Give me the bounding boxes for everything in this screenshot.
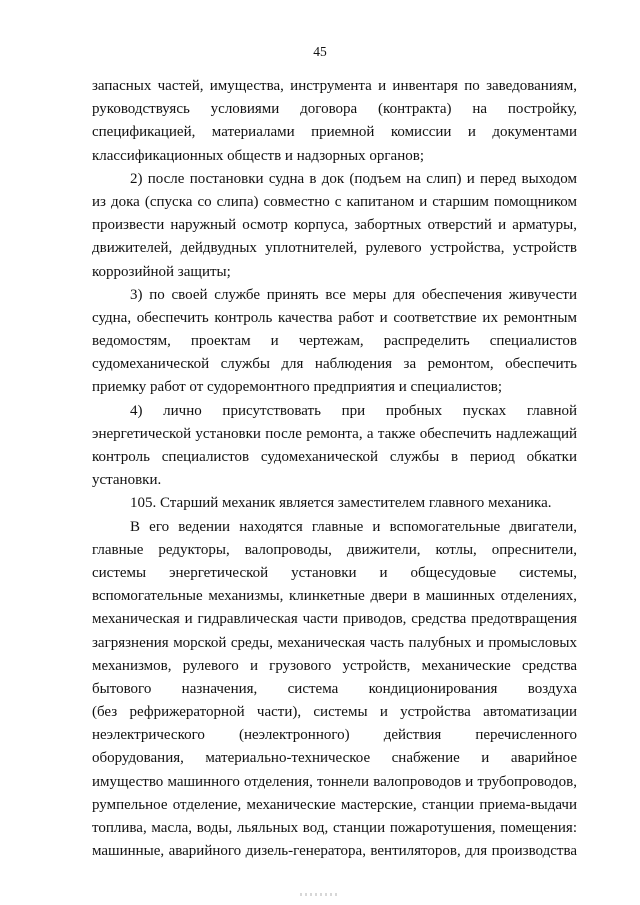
text-line: неэлектрического (неэлектронного) действия перечисленного (92, 727, 577, 744)
text-line: механическая и гидравлическая части приводов, средства предотвращения (92, 611, 577, 628)
body-text (92, 75, 577, 863)
text-line: установки. (92, 472, 162, 489)
text-line: руководствуясь условиями договора (контракта) на постройку, (92, 101, 577, 118)
text-line: В его ведении находятся главные и вспомогательные двигатели, (130, 518, 577, 535)
text-line: спецификацией, материалами приемной комиссии и документами (92, 124, 577, 141)
text-line: движителей, дейдвудных уплотнителей, рулевого устройства, устройств (92, 240, 577, 257)
text-line: 4) лично присутствовать при пробных пусках главной (130, 402, 577, 419)
text-line: энергетической установки после ремонта, а также обеспечить надлежащий (92, 425, 577, 442)
text-line: классификационных обществ и надзорных органов; (92, 147, 424, 164)
text-line: машинные, аварийного дизель-генератора, вентиляторов, для производства (92, 843, 577, 860)
text-line: имущество машинного отделения, тоннели валопроводов и трубопроводов, (92, 773, 577, 790)
text-line: ведомостям, проектам и чертежам, распределить специалистов (92, 333, 577, 350)
text-line: судомеханической службы для наблюдения за ремонтом, обеспечить (92, 356, 577, 373)
text-line: коррозийной защиты; (92, 263, 231, 280)
text-line: произвести наружный осмотр корпуса, забортных отверстий и арматуры, (92, 217, 577, 234)
text-line: контроль специалистов судомеханической службы в период обкатки (92, 449, 577, 465)
text-line: оборудования, материально-техническое снабжение и аварийное (92, 750, 577, 767)
text-line: запасных частей, имущества, инструмента и инвентаря по заведованиям, (92, 78, 577, 94)
text-line: бытового назначения, система кондиционирования воздуха (92, 680, 577, 697)
text-line: топлива, масла, воды, льяльных вод, станции пожаротушения, помещения: (92, 820, 577, 836)
text-line: 105. Старший механик является заместителем главного механика. (130, 495, 552, 512)
text-line: 3) по своей службе принять все меры для обеспечения живучести (130, 286, 577, 303)
text-line: румпельное отделение, механические мастерские, станции приема-выдачи (92, 796, 577, 813)
scan-artifact (300, 893, 340, 896)
text-line: (без рефрижераторной части), системы и устройства автоматизации (92, 704, 577, 721)
page-number: 45 (313, 44, 327, 59)
text-line: главные редукторы, валопроводы, движители, котлы, опреснители, (92, 541, 577, 558)
text-line: системы энергетической установки и общесудовые системы, (92, 564, 577, 581)
text-line: приемку работ от судоремонтного предприятия и специалистов; (92, 379, 503, 396)
text-line: загрязнения морской среды, механическая часть палубных и промысловых (92, 634, 577, 651)
text-line: 2) после постановки судна в док (подъем на слип) и перед выходом (130, 170, 577, 187)
text-line: вспомогательные механизмы, клинкетные двери в машинных отделениях, (92, 588, 577, 605)
text-line: из дока (спуска со слипа) совместно с капитаном и старшим помощником (92, 193, 577, 210)
text-line: судна, обеспечить контроль качества работ и соответствие их ремонтным (92, 309, 577, 326)
text-line: механизмов, рулевого и грузового устройств, механические средства (92, 657, 577, 674)
